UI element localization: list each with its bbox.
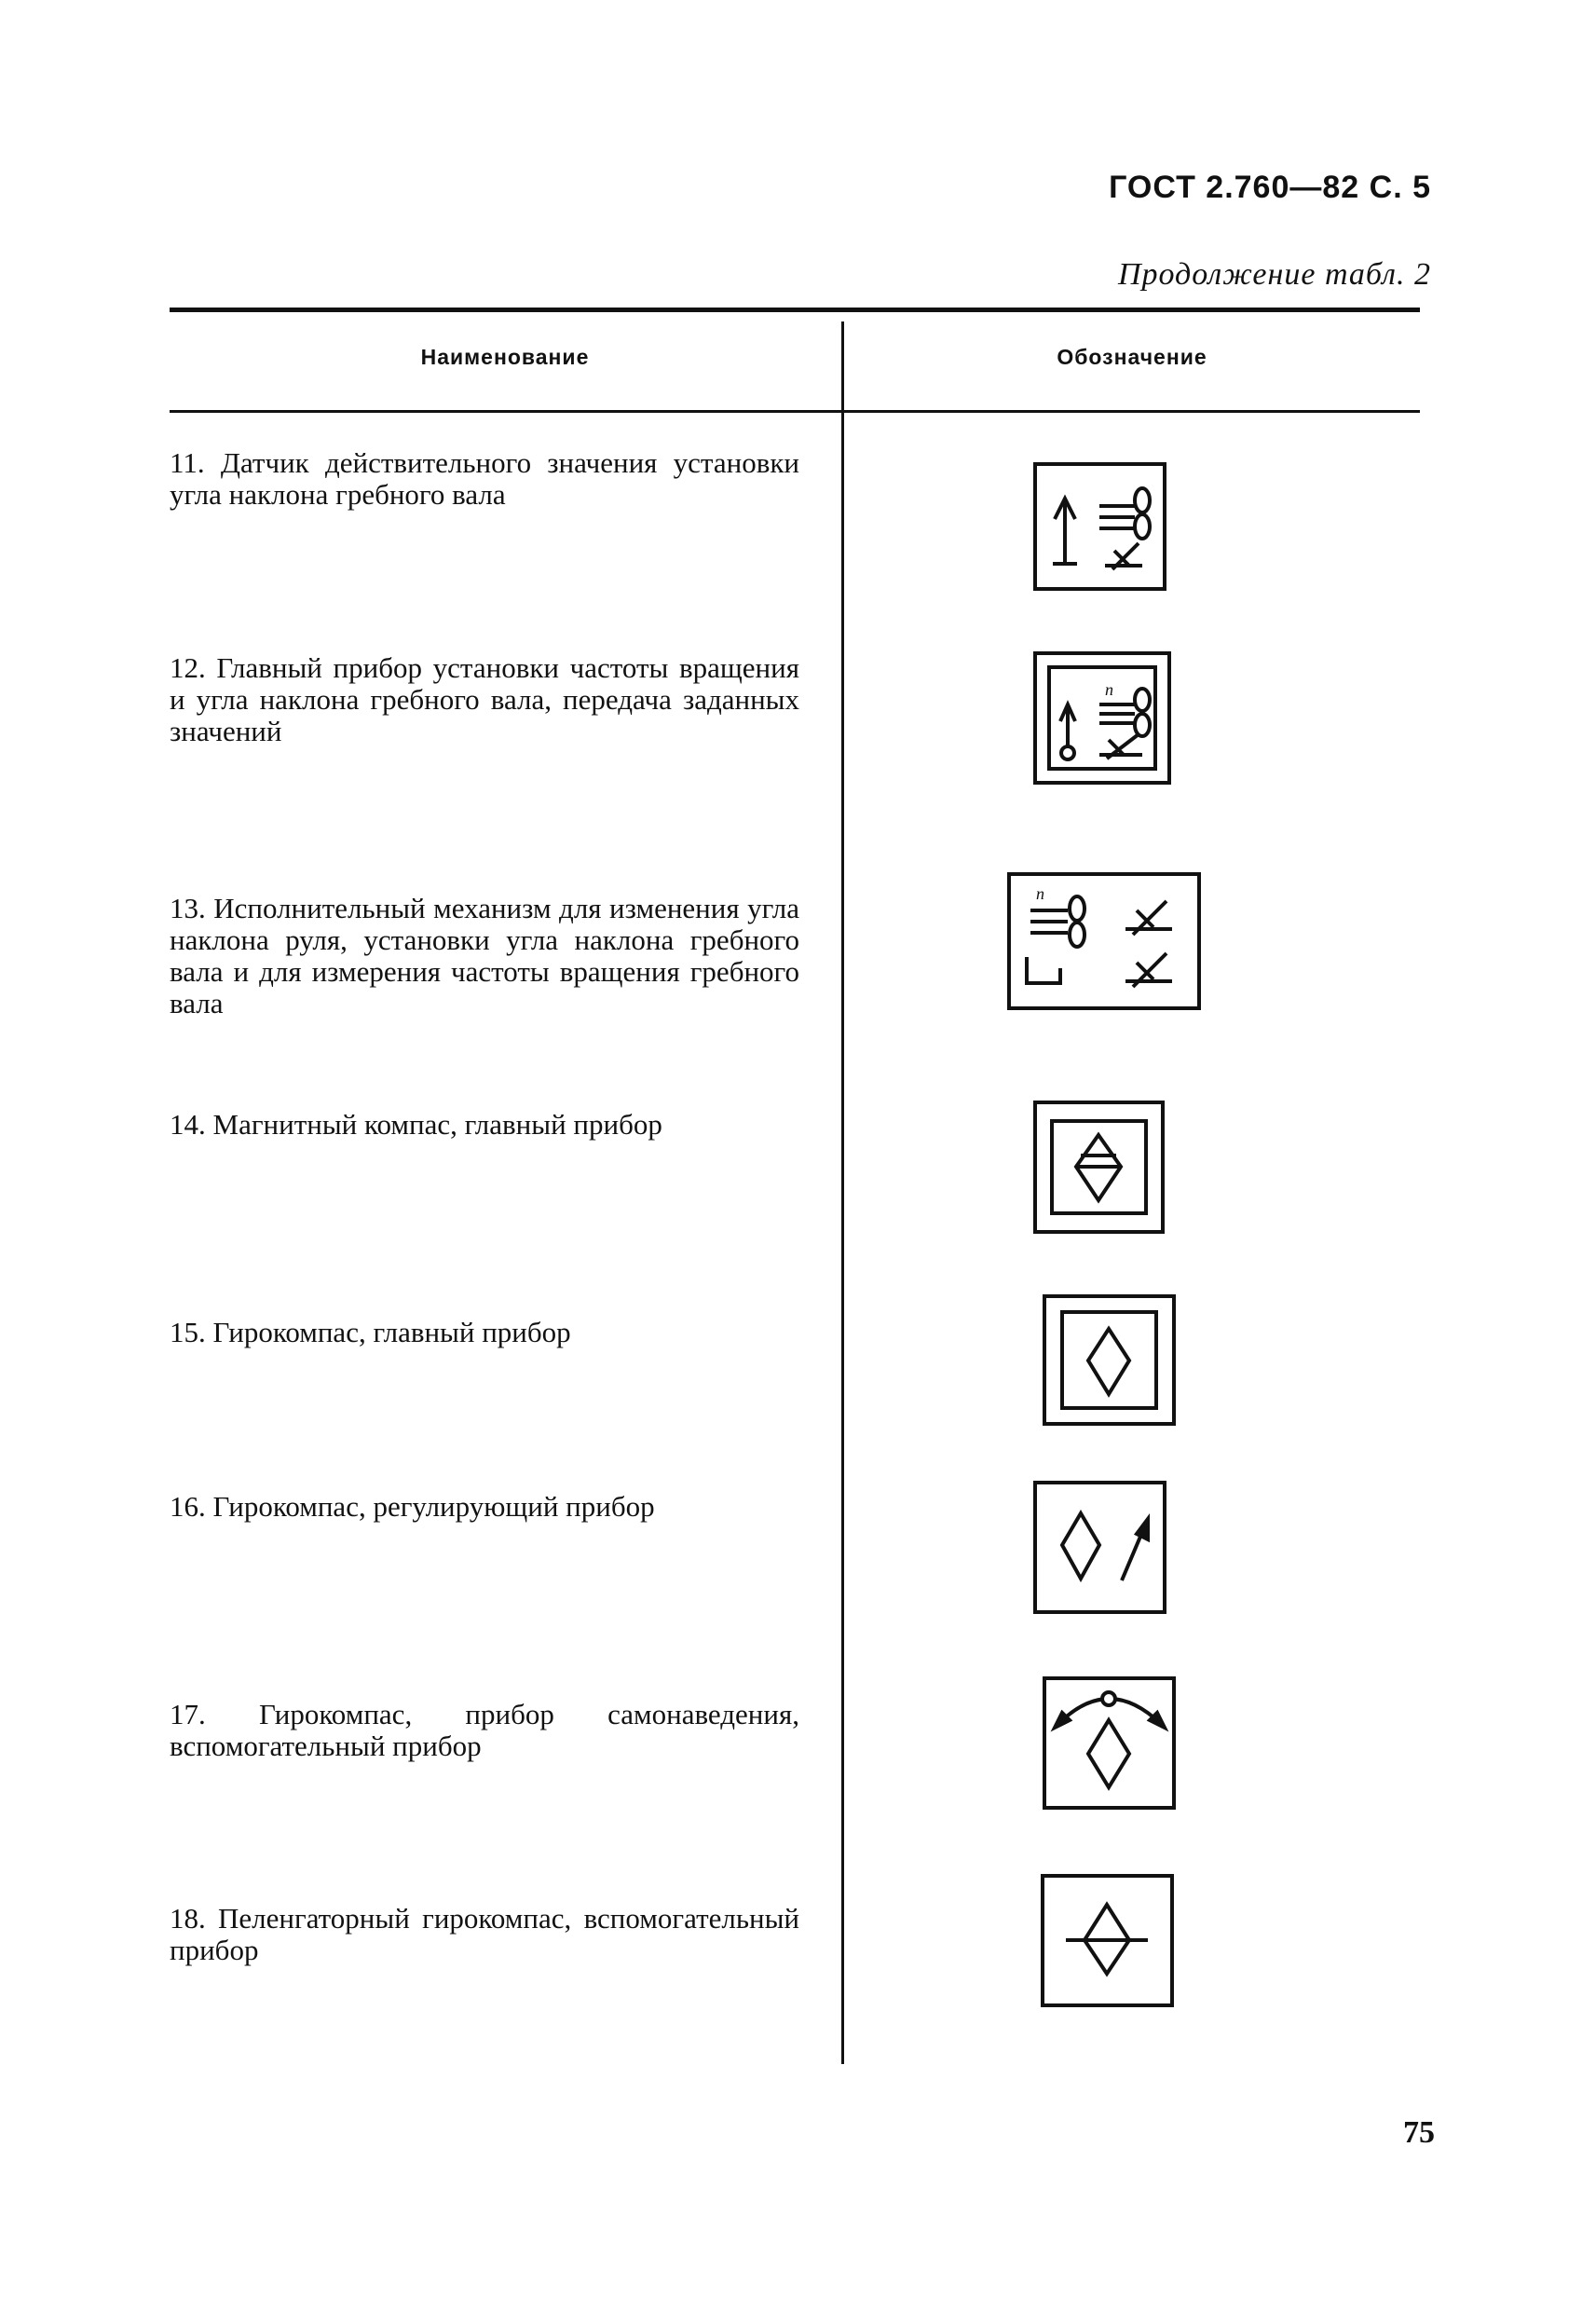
table-row-name: 17. Гирокомпас, прибор самонаведения, вспомогательный прибор <box>170 1698 799 1762</box>
gyrocompass-main-symbol-icon <box>1042 1293 1177 1427</box>
table-column-divider <box>841 321 844 2064</box>
actual-value-sensor-symbol-icon <box>1032 461 1167 592</box>
table-row-name: 15. Гирокомпас, главный прибор <box>170 1316 571 1348</box>
page-header-standard: ГОСТ 2.760—82 С. 5 <box>1109 170 1431 205</box>
gyrocompass-regulating-symbol-icon <box>1032 1480 1167 1615</box>
table-top-rule <box>170 308 1420 312</box>
table-continuation-label: Продолжение табл. 2 <box>1117 257 1431 292</box>
bearing-gyrocompass-symbol-icon <box>1040 1873 1175 2008</box>
actuator-mechanism-symbol-icon <box>1006 871 1202 1011</box>
page-number: 75 <box>1403 2115 1435 2150</box>
table-row-name: 13. Исполнительный механизм для изменения угла наклона руля, установки угла наклона гребного вала и для измерения частоты вращения гребного вала <box>170 892 799 1019</box>
magnetic-compass-main-symbol-icon <box>1032 1100 1166 1235</box>
table-row-name: 12. Главный прибор установки частоты вращения и угла наклона гребного вала, передача заданных значений <box>170 651 799 747</box>
table-row-name: 18. Пеленгаторный гирокомпас, вспомогательный прибор <box>170 1902 799 1966</box>
column-header-symbol: Обозначение <box>1057 345 1207 369</box>
symbol-letter-n: n <box>1105 680 1113 699</box>
symbol-letter-n: n <box>1036 884 1044 903</box>
gyrocompass-homing-symbol-icon <box>1042 1675 1177 1811</box>
column-header-name: Наименование <box>420 345 590 369</box>
table-row-name: 11. Датчик действительного значения установки угла наклона гребного вала <box>170 446 799 511</box>
table-header-rule <box>170 410 1420 413</box>
main-setting-device-symbol-icon <box>1032 650 1172 786</box>
table-row-name: 16. Гирокомпас, регулирующий прибор <box>170 1490 655 1523</box>
table-row-name: 14. Магнитный компас, главный прибор <box>170 1108 662 1141</box>
